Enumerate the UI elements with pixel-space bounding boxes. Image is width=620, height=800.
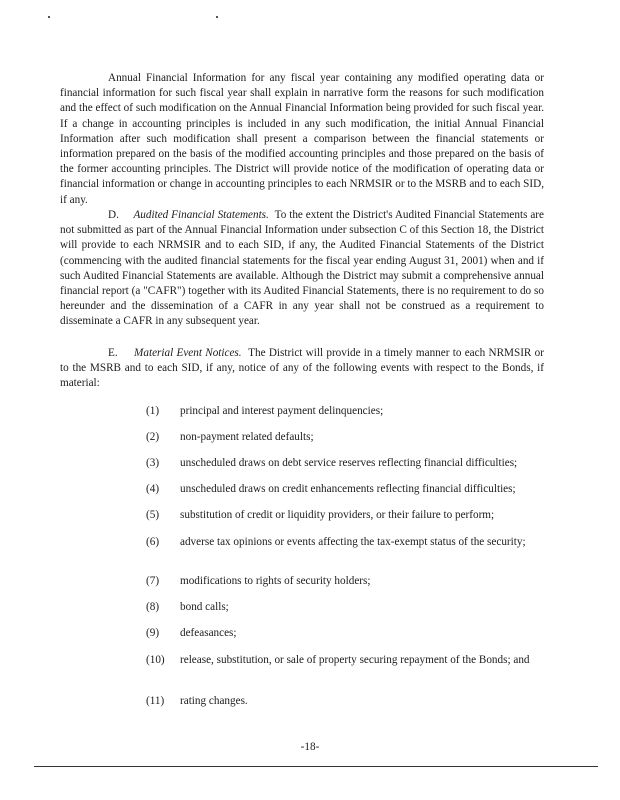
paragraph-modification-notice: Annual Financial Information for any fiscal year containing any modified operating data or financial information for such fiscal year shall explain in narrative form the reasons for such modification and the effect of such modification on the Annual Financial Information being provided for such fiscal year. If a change in accounting principles is included in any such modification, the initial Annual Financial Information after such modification shall present a comparison between the financial statements or information prepared on the basis of the modified accounting principles and those prepared on the basis of the former accounting principles. The District will provide notice of the modification of operating data or financial information or change in accounting principles to each NRMSIR or to the MSRB and to each SID, if any. — [60, 72, 544, 206]
page-number: -18- — [300, 741, 320, 753]
item-text: bond calls; — [180, 601, 229, 613]
item-text: substitution of credit or liquidity providers, or their failure to perform; — [180, 509, 495, 521]
item-number: (7) — [146, 575, 160, 587]
item-number: (4) — [146, 483, 160, 495]
item-text: defeasances; — [180, 627, 237, 639]
item-text: non-payment related defaults; — [180, 431, 314, 443]
item-number: (10) — [146, 654, 165, 666]
section-heading: Audited Financial Statements. — [133, 209, 269, 221]
item-number: (6) — [146, 536, 160, 548]
scan-speck — [216, 16, 218, 18]
footer-rule — [34, 766, 598, 767]
item-text: principal and interest payment delinquencies; — [180, 405, 384, 417]
item-number: (1) — [146, 405, 160, 417]
paragraph-audited-financial-statements — [60, 208, 544, 330]
item-text: rating changes. — [180, 695, 248, 707]
item-number: (3) — [146, 457, 160, 469]
item-text: release, substitution, or sale of property securing repayment of the Bonds; and — [180, 654, 530, 666]
item-number: (2) — [146, 431, 160, 443]
section-text: To the extent the District's Audited Financial Statements are not submitted as part of the Annual Financial Information under subsection C of this Section 18, the District will provide to each NRMSIR and to each SID, if any, the Audited Financial Statements of the District (commencing with the audited financial statements for the fiscal year ending August 31, 2001) when and if such Audited Financial Statements are available. Although the District may submit a comprehensive annual financial report (a "CAFR") together with its Audited Financial Statements, there is no requirement to do so hereunder and the dissemination of a CAFR in any year shall not be construed as a requirement to disseminate a CAFR in any subsequent year. — [60, 209, 544, 328]
section-text: The District will provide in a timely manner to each NRMSIR or to the MSRB and to each SID, if any, notice of any of the following events with respect to the Bonds, if material: — [60, 347, 544, 390]
item-text: unscheduled draws on credit enhancements reflecting financial difficulties; — [180, 483, 516, 495]
item-number: (5) — [146, 509, 160, 521]
item-text: adverse tax opinions or events affecting the tax-exempt status of the security; — [180, 536, 526, 548]
section-label: D. — [108, 209, 119, 221]
item-text: modifications to rights of security holders; — [180, 575, 371, 587]
item-number: (8) — [146, 601, 160, 613]
item-text: unscheduled draws on debt service reserves reflecting financial difficulties; — [180, 457, 518, 469]
section-heading: Material Event Notices. — [134, 347, 242, 359]
section-label: E. — [108, 347, 118, 359]
item-number: (9) — [146, 627, 160, 639]
item-number: (11) — [146, 695, 165, 707]
paragraph-material-event-notices — [60, 346, 544, 392]
scan-speck — [48, 16, 50, 18]
